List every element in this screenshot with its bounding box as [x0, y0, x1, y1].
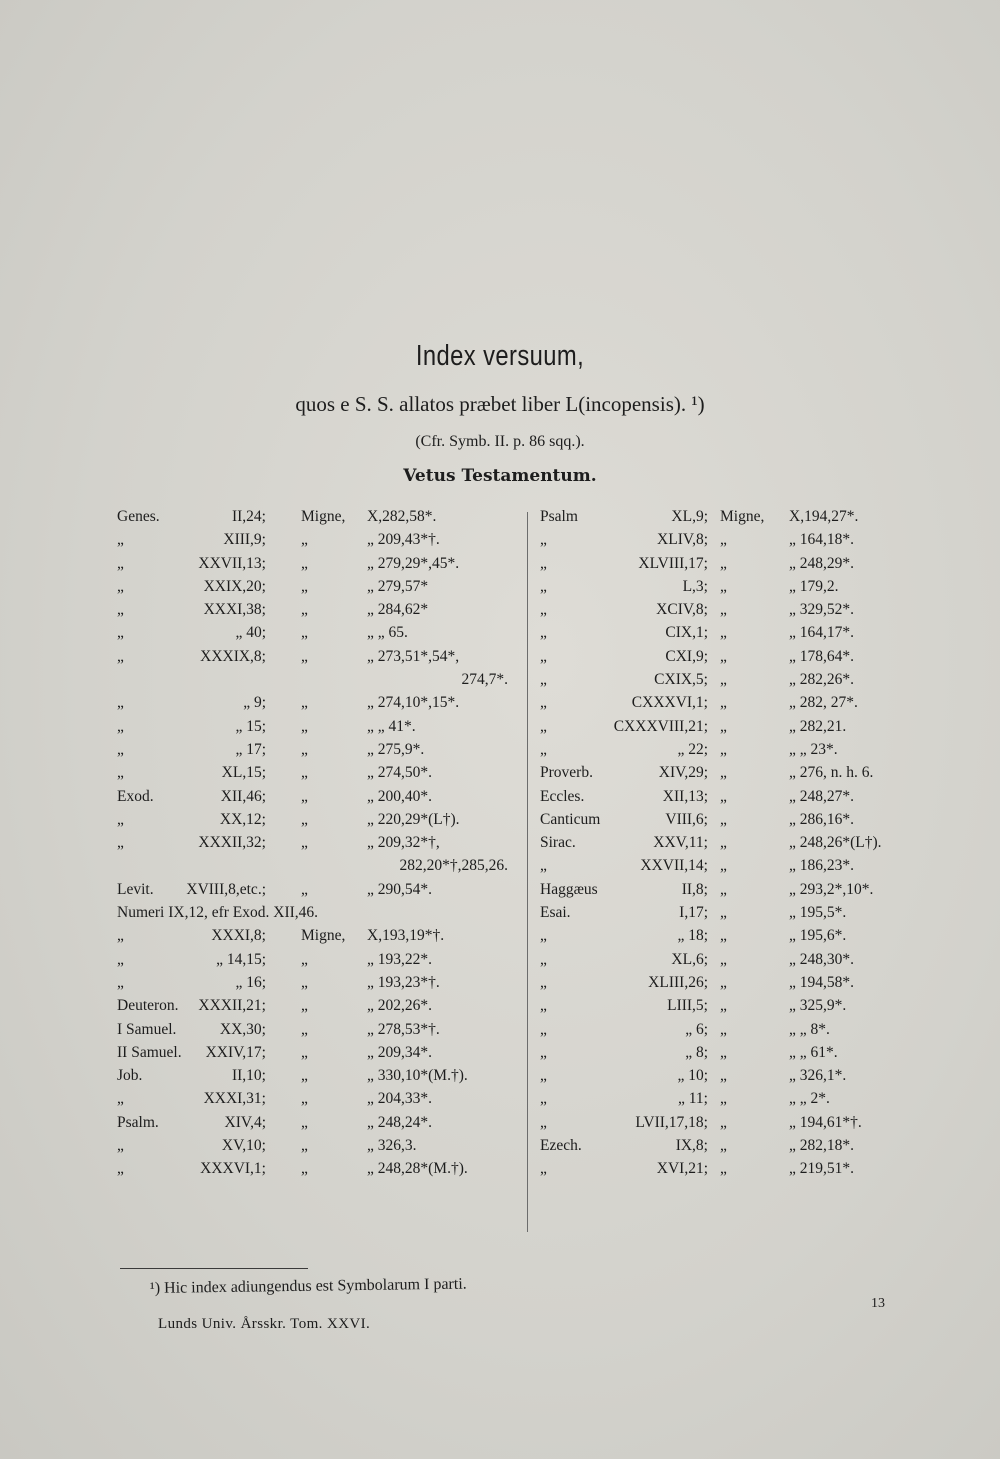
- book-name: „: [540, 1020, 547, 1038]
- index-entry: [540, 601, 920, 624]
- page-ref: „ 178,64*.: [789, 647, 855, 665]
- edition-ref: „: [720, 764, 727, 782]
- page-ref: „ 326,3.: [367, 1137, 417, 1155]
- page-ref: „ 164,18*.: [789, 531, 855, 549]
- edition-ref: „: [301, 1043, 308, 1061]
- edition-ref: „: [301, 973, 308, 991]
- verse-ref: XXIX,20;: [203, 577, 266, 595]
- page-ref: „ 179,2.: [789, 577, 839, 595]
- page-ref: „ 193,23*†.: [367, 973, 440, 991]
- edition-ref: „: [720, 1090, 727, 1108]
- index-entry: [540, 997, 920, 1020]
- index-entry: [540, 881, 920, 904]
- index-entry: [540, 671, 920, 694]
- book-name: „: [117, 834, 124, 852]
- page-ref: „ 273,51*,54*,: [367, 647, 460, 665]
- index-entry: [540, 531, 920, 554]
- verse-ref: XXV,11;: [653, 834, 708, 852]
- verse-ref: „ 9;: [243, 694, 266, 712]
- page-ref: „ 330,10*(M.†).: [367, 1067, 468, 1085]
- index-entry: [540, 694, 920, 717]
- edition-ref: „: [301, 531, 308, 549]
- index-entry: [540, 624, 920, 647]
- edition-ref: „: [720, 904, 727, 922]
- book-name: Haggæus: [540, 880, 598, 898]
- subtitle: quos e S. S. allatos præbet liber L(incopensis). ¹): [295, 392, 705, 416]
- edition-ref: „: [720, 1020, 727, 1038]
- page-ref: „ 279,29*,45*.: [367, 554, 460, 572]
- book-name: „: [117, 624, 124, 642]
- book-name: „: [117, 1137, 124, 1155]
- edition-ref: „: [301, 554, 308, 572]
- index-entry: [117, 648, 522, 671]
- edition-ref: „: [720, 997, 727, 1015]
- index-entry: [540, 834, 920, 857]
- verse-ref: „ 22;: [677, 740, 708, 758]
- page-ref: „ „ 61*.: [789, 1043, 838, 1061]
- page-ref: „ 286,16*.: [789, 810, 855, 828]
- column-divider: [527, 512, 528, 1232]
- index-entry: [540, 1021, 920, 1044]
- verse-ref: XL,15;: [221, 764, 266, 782]
- verse-ref: XCIV,8;: [656, 601, 708, 619]
- index-entry: [117, 1021, 522, 1044]
- book-name: Psalm.: [117, 1113, 159, 1131]
- index-entry: [117, 834, 522, 857]
- page-ref: „ 209,43*†.: [367, 531, 440, 549]
- page-ref-continued: 274,7*.: [461, 671, 508, 689]
- book-name: „: [540, 694, 547, 712]
- book-name: „: [540, 997, 547, 1015]
- index-entry: [540, 764, 920, 787]
- edition-ref: Migne,: [301, 927, 346, 945]
- book-name: Canticum: [540, 810, 601, 828]
- index-entry: [117, 1044, 522, 1067]
- verse-ref: XXVII,13;: [198, 554, 266, 572]
- edition-ref: „: [720, 1137, 727, 1155]
- book-name: „: [117, 1090, 124, 1108]
- book-name: Ezech.: [540, 1137, 582, 1155]
- edition-ref: „: [301, 624, 308, 642]
- book-name: Levit.: [117, 880, 154, 898]
- index-entry: [540, 1160, 920, 1183]
- page-ref: „ 326,1*.: [789, 1067, 847, 1085]
- edition-ref: „: [720, 787, 727, 805]
- page-ref: „ 274,50*.: [367, 764, 433, 782]
- edition-ref: „: [720, 1043, 727, 1061]
- verse-ref: „ 18;: [677, 927, 708, 945]
- book-name: „: [540, 1090, 547, 1108]
- edition-ref: „: [720, 1067, 727, 1085]
- index-entry: [540, 788, 920, 811]
- index-entry: [117, 1160, 522, 1183]
- edition-ref: „: [301, 601, 308, 619]
- edition-ref: „: [301, 740, 308, 758]
- verse-ref: XXIV,17;: [205, 1043, 266, 1061]
- verse-ref: XX,30;: [219, 1020, 266, 1038]
- verse-ref: XIV,4;: [224, 1113, 266, 1131]
- edition-ref: „: [301, 950, 308, 968]
- index-entry: [117, 741, 522, 764]
- edition-ref: „: [301, 694, 308, 712]
- index-entry: [117, 531, 522, 554]
- journal-line: Lunds Univ. Årsskr. Tom. XXVI.: [158, 1316, 371, 1332]
- book-name: „: [117, 601, 124, 619]
- index-entry: [117, 811, 522, 834]
- book-name: „: [117, 694, 124, 712]
- edition-ref: „: [720, 694, 727, 712]
- page-ref: „ 248,29*.: [789, 554, 855, 572]
- edition-ref: „: [720, 554, 727, 572]
- verse-ref: LVII,17,18;: [635, 1113, 708, 1131]
- page-ref: „ 186,23*.: [789, 857, 855, 875]
- page-ref: „ 204,33*.: [367, 1090, 433, 1108]
- edition-ref: „: [301, 997, 308, 1015]
- index-entry: [117, 508, 522, 531]
- page-title: Index versuum,: [415, 340, 585, 372]
- index-entry: [117, 951, 522, 974]
- page-ref: „ 164,17*.: [789, 624, 855, 642]
- cross-ref-line: Numeri IX,12, efr Exod. XII,46.: [117, 904, 319, 922]
- index-entry: [540, 555, 920, 578]
- page-ref: „ 293,2*,10*.: [789, 880, 874, 898]
- page-ref: „ 193,22*.: [367, 950, 433, 968]
- book-name: „: [540, 624, 547, 642]
- book-name: I Samuel.: [117, 1020, 177, 1038]
- index-entry: [117, 624, 522, 647]
- verse-ref: „ 14,15;: [216, 950, 266, 968]
- index-entry: [540, 1114, 920, 1137]
- index-entry: [540, 1137, 920, 1160]
- verse-ref: CXXXVI,1;: [631, 694, 708, 712]
- verse-ref: „ 40;: [235, 624, 266, 642]
- edition-ref: „: [301, 577, 308, 595]
- index-column-left: [117, 508, 522, 1184]
- page-ref: „ 282,21.: [789, 717, 847, 735]
- verse-ref: „ 8;: [685, 1043, 708, 1061]
- page-ref: „ 195,5*.: [789, 904, 847, 922]
- index-entry: [117, 601, 522, 624]
- book-name: Deuteron.: [117, 997, 179, 1015]
- book-name: Eccles.: [540, 787, 585, 805]
- verse-ref: „ 15;: [235, 717, 266, 735]
- page-ref: „ „ 23*.: [789, 740, 838, 758]
- index-entry: [540, 811, 920, 834]
- page-ref: „ „ 2*.: [789, 1090, 830, 1108]
- verse-ref: XXVII,14;: [640, 857, 708, 875]
- page-ref: „ 329,52*.: [789, 601, 855, 619]
- page-ref: „ 325,9*.: [789, 997, 847, 1015]
- verse-ref: II,10;: [231, 1067, 266, 1085]
- index-entry: [117, 997, 522, 1020]
- verse-ref: „ 11;: [678, 1090, 708, 1108]
- index-entry: [540, 578, 920, 601]
- page-ref: „ 282,26*.: [789, 671, 855, 689]
- edition-ref: „: [720, 857, 727, 875]
- verse-ref: XII,13;: [662, 787, 708, 805]
- verse-ref: XVI,21;: [656, 1160, 708, 1178]
- page-ref: „ 202,26*.: [367, 997, 433, 1015]
- page-ref: „ „ 65.: [367, 624, 408, 642]
- index-entry: [117, 671, 522, 694]
- page-ref: X,282,58*.: [367, 508, 437, 525]
- book-name: II Samuel.: [117, 1043, 182, 1061]
- index-entry: [117, 881, 522, 904]
- index-entry: [540, 974, 920, 997]
- page-ref: „ 282, 27*.: [789, 694, 858, 712]
- edition-ref: „: [720, 717, 727, 735]
- edition-ref: „: [301, 810, 308, 828]
- verse-ref: XX,12;: [219, 810, 266, 828]
- verse-ref: XXXI,38;: [203, 601, 266, 619]
- book-name: „: [117, 740, 124, 758]
- verse-ref: XXXIX,8;: [200, 647, 266, 665]
- cross-reference: (Cfr. Symb. II. p. 86 sqq.).: [415, 433, 585, 450]
- page-ref: „ 248,27*.: [789, 787, 855, 805]
- book-name: „: [117, 717, 124, 735]
- page-ref: „ 248,28*(M.†).: [367, 1160, 468, 1178]
- book-name: „: [540, 740, 547, 758]
- verse-ref: XL,9;: [671, 508, 708, 525]
- page-ref: „ 284,62*: [367, 601, 429, 619]
- index-entry: [540, 508, 920, 531]
- verse-ref: XXXII,21;: [198, 997, 266, 1015]
- page-ref: „ 279,57*: [367, 577, 429, 595]
- index-entry: [117, 1090, 522, 1113]
- book-name: „: [540, 531, 547, 549]
- verse-ref: „ 16;: [235, 973, 266, 991]
- index-entry: [540, 1067, 920, 1090]
- verse-ref: „ 10;: [677, 1067, 708, 1085]
- verse-ref: XXXI,8;: [211, 927, 266, 945]
- page-ref: „ 248,24*.: [367, 1113, 433, 1131]
- edition-ref: „: [720, 927, 727, 945]
- index-entry: [117, 1114, 522, 1137]
- page-ref: „ „ 41*.: [367, 717, 416, 735]
- index-entry: [117, 1067, 522, 1090]
- page-ref: „ 278,53*†.: [367, 1020, 440, 1038]
- verse-ref: XXXVI,1;: [200, 1160, 266, 1178]
- verse-ref: XLIII,26;: [648, 973, 708, 991]
- verse-ref: II,24;: [231, 508, 266, 525]
- edition-ref: „: [720, 624, 727, 642]
- page-ref: „ 194,58*.: [789, 973, 855, 991]
- page-ref: „ 195,6*.: [789, 927, 847, 945]
- page-ref: „ 209,34*.: [367, 1043, 433, 1061]
- page-ref: „ 209,32*†,: [367, 834, 440, 852]
- book-name: „: [117, 950, 124, 968]
- edition-ref: „: [720, 601, 727, 619]
- page-ref: „ 219,51*.: [789, 1160, 855, 1178]
- page-ref: X,194,27*.: [789, 508, 859, 525]
- index-entry: [117, 788, 522, 811]
- book-name: „: [540, 973, 547, 991]
- edition-ref: Migne,: [301, 508, 346, 525]
- book-name: „: [117, 764, 124, 782]
- page-ref: „ 282,18*.: [789, 1137, 855, 1155]
- page-ref: „ 248,30*.: [789, 950, 855, 968]
- page-ref-continued: 282,20*†,285,26.: [399, 857, 508, 875]
- index-entry: [117, 974, 522, 997]
- verse-ref: XV,10;: [221, 1137, 266, 1155]
- edition-ref: „: [720, 740, 727, 758]
- edition-ref: „: [301, 1020, 308, 1038]
- edition-ref: „: [301, 787, 308, 805]
- book-name: Genes.: [117, 508, 160, 525]
- verse-ref: XIII,9;: [223, 531, 266, 549]
- page-number: 13: [871, 1296, 885, 1311]
- book-name: Job.: [117, 1067, 143, 1085]
- page-ref: „ „ 8*.: [789, 1020, 830, 1038]
- index-entry: [117, 555, 522, 578]
- index-entry: [540, 648, 920, 671]
- book-name: „: [540, 927, 547, 945]
- verse-ref: CXIX,5;: [654, 671, 708, 689]
- verse-ref: CXXXVIII,21;: [613, 717, 708, 735]
- edition-ref: Migne,: [720, 508, 765, 525]
- book-name: Psalm: [540, 508, 578, 525]
- index-entry: [540, 1044, 920, 1067]
- index-column-right: [540, 508, 920, 1184]
- book-name: „: [117, 647, 124, 665]
- verse-ref: LIII,5;: [667, 997, 708, 1015]
- edition-ref: „: [720, 973, 727, 991]
- index-entry: [117, 1137, 522, 1160]
- book-name: „: [540, 1043, 547, 1061]
- verse-ref: XLIV,8;: [657, 531, 708, 549]
- book-name: Exod.: [117, 787, 154, 805]
- verse-ref: L,3;: [682, 577, 708, 595]
- verse-ref: XIV,29;: [658, 764, 708, 782]
- index-entry: [540, 857, 920, 880]
- book-name: „: [540, 857, 547, 875]
- book-name: Proverb.: [540, 764, 593, 782]
- edition-ref: „: [301, 717, 308, 735]
- edition-ref: „: [301, 1160, 308, 1178]
- verse-ref: II,8;: [681, 880, 708, 898]
- index-entry: [540, 741, 920, 764]
- verse-ref: IX,8;: [675, 1137, 708, 1155]
- edition-ref: „: [720, 950, 727, 968]
- edition-ref: „: [720, 531, 727, 549]
- footnote-rule: [120, 1268, 308, 1269]
- edition-ref: „: [301, 1113, 308, 1131]
- edition-ref: „: [301, 880, 308, 898]
- book-name: „: [117, 577, 124, 595]
- index-entry: [540, 904, 920, 927]
- section-heading: Vetus Testamentum.: [403, 466, 597, 486]
- edition-ref: „: [720, 810, 727, 828]
- verse-ref: XXXII,32;: [198, 834, 266, 852]
- verse-ref: „ 6;: [685, 1020, 708, 1038]
- index-entry: [117, 904, 522, 927]
- page-ref: „ 194,61*†.: [789, 1113, 862, 1131]
- book-name: „: [540, 950, 547, 968]
- index-entry: [117, 578, 522, 601]
- book-name: „: [117, 531, 124, 549]
- book-name: „: [540, 1160, 547, 1178]
- page-ref: „ 248,26*(L†).: [789, 834, 882, 852]
- verse-ref: XII,46;: [220, 787, 266, 805]
- index-entry: [540, 718, 920, 741]
- book-name: „: [117, 810, 124, 828]
- index-entry: [117, 694, 522, 717]
- verse-ref: VIII,6;: [665, 810, 708, 828]
- index-entry: [540, 951, 920, 974]
- verse-ref: XVIII,8,etc.;: [186, 880, 266, 898]
- edition-ref: „: [301, 1067, 308, 1085]
- book-name: „: [540, 671, 547, 689]
- edition-ref: „: [720, 647, 727, 665]
- index-entry: [540, 927, 920, 950]
- book-name: „: [540, 1113, 547, 1131]
- book-name: „: [117, 973, 124, 991]
- verse-ref: XLVIII,17;: [638, 554, 708, 572]
- verse-ref: CXI,9;: [665, 647, 708, 665]
- book-name: „: [540, 554, 547, 572]
- edition-ref: „: [301, 647, 308, 665]
- edition-ref: „: [720, 577, 727, 595]
- verse-ref: I,17;: [679, 904, 708, 922]
- index-entry: [117, 857, 522, 880]
- book-name: „: [540, 647, 547, 665]
- book-name: Esai.: [540, 904, 571, 922]
- page-ref: „ 290,54*.: [367, 880, 433, 898]
- verse-ref: XL,6;: [671, 950, 708, 968]
- book-name: Sirac.: [540, 834, 576, 852]
- book-name: „: [117, 927, 124, 945]
- index-entry: [117, 927, 522, 950]
- edition-ref: „: [720, 1113, 727, 1131]
- edition-ref: „: [301, 834, 308, 852]
- page-ref: „ 275,9*.: [367, 740, 425, 758]
- book-name: „: [540, 1067, 547, 1085]
- edition-ref: „: [720, 1160, 727, 1178]
- edition-ref: „: [301, 1137, 308, 1155]
- book-name: „: [117, 1160, 124, 1178]
- page-ref: X,193,19*†.: [367, 927, 445, 945]
- page-ref: „ 276, n. h. 6.: [789, 764, 874, 782]
- book-name: „: [540, 577, 547, 595]
- book-name: „: [540, 601, 547, 619]
- edition-ref: „: [301, 764, 308, 782]
- verse-ref: CIX,1;: [665, 624, 708, 642]
- index-entry: [117, 718, 522, 741]
- book-name: „: [540, 717, 547, 735]
- page-ref: „ 200,40*.: [367, 787, 433, 805]
- index-entry: [540, 1090, 920, 1113]
- edition-ref: „: [720, 834, 727, 852]
- edition-ref: „: [720, 671, 727, 689]
- page-ref: „ 274,10*,15*.: [367, 694, 460, 712]
- index-entry: [117, 764, 522, 787]
- footnote: ¹) Hic index adiungendus est Symbolarum I parti.: [149, 1275, 467, 1297]
- edition-ref: „: [301, 1090, 308, 1108]
- verse-ref: XXXI,31;: [203, 1090, 266, 1108]
- page-ref: „ 220,29*(L†).: [367, 810, 460, 828]
- verse-ref: „ 17;: [235, 740, 266, 758]
- book-name: „: [117, 554, 124, 572]
- edition-ref: „: [720, 880, 727, 898]
